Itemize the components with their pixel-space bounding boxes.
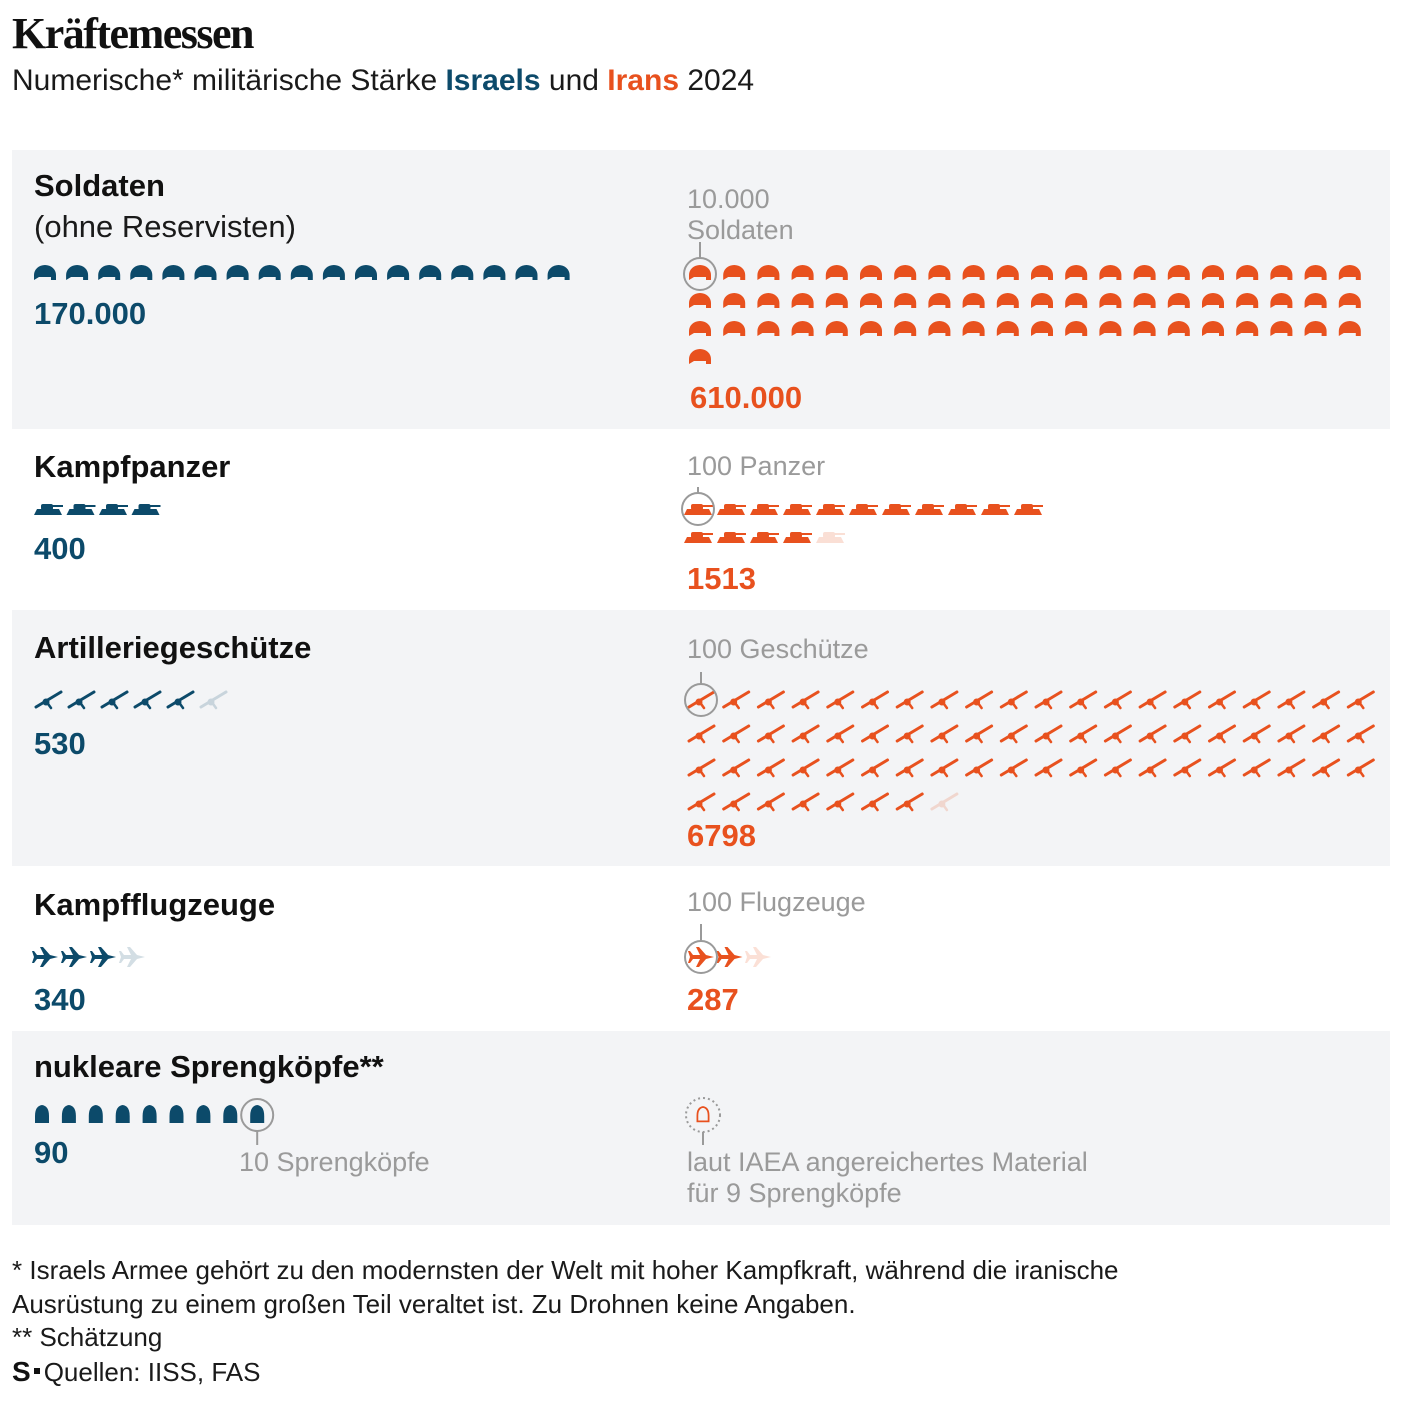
israel-value-nukes: 90 [34, 1135, 69, 1170]
israel-nukes-warhead-icon [35, 1105, 49, 1123]
iran-artillery-artillery-icon [689, 760, 714, 776]
iran-soldiers-helmet-icon [997, 321, 1019, 336]
iran-artillery-artillery-icon [793, 760, 818, 776]
iran-soldiers-helmet-icon [723, 321, 745, 336]
iran-artillery-artillery-icon [1244, 760, 1269, 776]
iran-artillery-artillery-icon [724, 692, 749, 708]
iran-artillery-artillery-icon [897, 760, 922, 776]
iran-artillery-artillery-icon [932, 692, 957, 708]
unit-label-line: 100 Geschütze [687, 634, 869, 664]
iran-artillery-artillery-icon [724, 760, 749, 776]
israel-artillery-artillery-icon [135, 692, 160, 708]
unit-label-line: 10 Sprengköpfe [239, 1147, 430, 1177]
subtitle-mid: und [540, 64, 608, 97]
israel-artillery-artillery-icon [36, 692, 61, 708]
israel-aircraft-jet-icon [119, 947, 145, 967]
iran-artillery-artillery-icon [689, 692, 714, 708]
iran-soldiers-helmet-icon [928, 265, 950, 280]
iran-soldiers-helmet-icon [1168, 293, 1190, 308]
iran-soldiers-helmet-icon [1134, 321, 1156, 336]
israel-aircraft-jet-icon [32, 947, 58, 967]
israel-value-artillery: 530 [34, 726, 86, 761]
israel-aircraft-jet-icon [61, 947, 87, 967]
israel-tanks-tank-icon [67, 504, 96, 515]
iran-soldiers-helmet-icon [997, 265, 1019, 280]
unit-label-line: 100 Flugzeuge [687, 887, 866, 917]
icon-marks-artillery [12, 610, 1390, 866]
israel-soldiers-helmet-icon [259, 265, 281, 280]
iran-soldiers-helmet-icon [1168, 265, 1190, 280]
iran-soldiers-helmet-icon [757, 321, 779, 336]
israel-soldiers-helmet-icon [195, 265, 217, 280]
iran-artillery-artillery-icon [1244, 692, 1269, 708]
iran-artillery-artillery-icon [1314, 692, 1339, 708]
israel-tanks-tank-icon [34, 504, 63, 515]
iran-tanks-tank-icon [981, 504, 1010, 515]
iran-artillery-artillery-icon [758, 794, 783, 810]
iran-soldiers-helmet-icon [689, 349, 711, 364]
iran-tanks-tank-icon [816, 504, 845, 515]
israel-tanks-tank-icon [132, 504, 161, 515]
iran-soldiers-helmet-icon [1168, 321, 1190, 336]
iran-artillery-artillery-icon [1140, 692, 1165, 708]
iran-tanks-tank-icon [684, 532, 713, 543]
israel-artillery-artillery-icon [69, 692, 94, 708]
iran-artillery-artillery-icon [1001, 692, 1026, 708]
iran-tanks-tank-icon [849, 504, 878, 515]
iran-artillery-artillery-icon [724, 726, 749, 742]
iran-value-tanks: 1513 [687, 561, 756, 596]
iran-soldiers-helmet-icon [860, 321, 882, 336]
israel-soldiers-helmet-icon [355, 265, 377, 280]
iran-artillery-artillery-icon [1244, 726, 1269, 742]
category-label-tanks: Kampfpanzer [34, 449, 231, 484]
iran-artillery-artillery-icon [967, 726, 992, 742]
iran-tanks-tank-icon [717, 532, 746, 543]
iran-soldiers-helmet-icon [1031, 321, 1053, 336]
iran-artillery-artillery-icon [1071, 726, 1096, 742]
israel-aircraft-jet-icon [90, 947, 116, 967]
iran-soldiers-helmet-icon [963, 265, 985, 280]
unit-label-line: 100 Panzer [687, 451, 826, 481]
iran-soldiers-helmet-icon [1031, 293, 1053, 308]
israel-soldiers-helmet-icon [227, 265, 249, 280]
iran-soldiers-helmet-icon [1202, 321, 1224, 336]
iran-artillery-artillery-icon [932, 760, 957, 776]
iran-artillery-artillery-icon [793, 692, 818, 708]
israel-artillery-artillery-icon [201, 692, 226, 708]
legend-iran: Irans [607, 64, 680, 97]
israel-value-soldiers: 170.000 [34, 296, 147, 331]
iran-artillery-artillery-icon [1279, 726, 1304, 742]
iran-soldiers-helmet-icon [894, 321, 916, 336]
panel-nukes [12, 1031, 1390, 1225]
iran-soldiers-helmet-icon [1236, 293, 1258, 308]
iran-artillery-artillery-icon [1001, 726, 1026, 742]
iran-artillery-artillery-icon [724, 794, 749, 810]
legend-israel: Israels [445, 64, 541, 97]
iran-value-artillery: 6798 [687, 818, 756, 853]
iran-soldiers-helmet-icon [757, 293, 779, 308]
iran-soldiers-helmet-icon [1339, 321, 1361, 336]
israel-soldiers-helmet-icon [387, 265, 409, 280]
israel-nukes-warhead-icon [116, 1105, 130, 1123]
iran-artillery-artillery-icon [1348, 726, 1373, 742]
israel-value-tanks: 400 [34, 531, 86, 566]
israel-nukes-warhead-icon [250, 1105, 264, 1123]
iran-warhead-outline-icon [697, 1107, 708, 1121]
iran-artillery-artillery-icon [1348, 692, 1373, 708]
iran-note-line: für 9 Sprengköpfe [687, 1178, 902, 1208]
iran-artillery-artillery-icon [967, 692, 992, 708]
iran-soldiers-helmet-icon [792, 293, 814, 308]
iran-artillery-artillery-icon [1105, 726, 1130, 742]
iran-soldiers-helmet-icon [1305, 321, 1327, 336]
iran-artillery-artillery-icon [897, 692, 922, 708]
iran-value-soldiers: 610.000 [690, 380, 803, 415]
iran-artillery-artillery-icon [1210, 692, 1235, 708]
category-label-artillery: Artilleriegeschütze [34, 630, 312, 665]
iran-soldiers-helmet-icon [928, 293, 950, 308]
iran-tanks-tank-icon [750, 532, 779, 543]
iran-soldiers-helmet-icon [1202, 265, 1224, 280]
iran-artillery-artillery-icon [1105, 760, 1130, 776]
israel-soldiers-helmet-icon [483, 265, 505, 280]
iran-tanks-tank-icon [717, 504, 746, 515]
iran-artillery-artillery-icon [863, 692, 888, 708]
unit-label-line: 10.000 [687, 184, 770, 214]
israel-nukes-warhead-icon [223, 1105, 237, 1123]
iran-artillery-artillery-icon [967, 760, 992, 776]
iran-soldiers-helmet-icon [1339, 265, 1361, 280]
subtitle-prefix: Numerische* militärische Stärke [12, 64, 446, 97]
iran-artillery-artillery-icon [897, 726, 922, 742]
iran-artillery-artillery-icon [932, 726, 957, 742]
iran-artillery-artillery-icon [1210, 760, 1235, 776]
iran-artillery-artillery-icon [828, 760, 853, 776]
iran-artillery-artillery-icon [828, 794, 853, 810]
iran-artillery-artillery-icon [863, 760, 888, 776]
iran-artillery-artillery-icon [1175, 726, 1200, 742]
israel-soldiers-helmet-icon [419, 265, 441, 280]
iran-artillery-artillery-icon [1175, 692, 1200, 708]
iran-note-line: laut IAEA angereichertes Material [687, 1147, 1088, 1177]
iran-soldiers-helmet-icon [1236, 265, 1258, 280]
iran-soldiers-helmet-icon [1031, 265, 1053, 280]
iran-soldiers-helmet-icon [792, 265, 814, 280]
iran-artillery-artillery-icon [1140, 760, 1165, 776]
iran-artillery-artillery-icon [758, 726, 783, 742]
israel-nukes-warhead-icon [196, 1105, 210, 1123]
iran-soldiers-helmet-icon [1236, 321, 1258, 336]
israel-nukes-warhead-icon [89, 1105, 103, 1123]
category-label-nukes: nukleare Sprengköpfe** [34, 1049, 384, 1084]
iran-soldiers-helmet-icon [1134, 293, 1156, 308]
iran-tanks-tank-icon [684, 504, 713, 515]
iran-artillery-artillery-icon [758, 692, 783, 708]
iran-aircraft-jet-icon [688, 947, 714, 967]
iran-soldiers-helmet-icon [894, 293, 916, 308]
footnote-3: ** Schätzung [12, 1322, 163, 1352]
iran-artillery-artillery-icon [932, 794, 957, 810]
iran-artillery-artillery-icon [1279, 692, 1304, 708]
israel-soldiers-helmet-icon [323, 265, 345, 280]
iran-soldiers-helmet-icon [1099, 265, 1121, 280]
publisher-logo: S [12, 1356, 31, 1387]
israel-soldiers-helmet-icon [548, 265, 570, 280]
iran-soldiers-helmet-icon [1339, 293, 1361, 308]
iran-soldiers-helmet-icon [1065, 321, 1087, 336]
iran-soldiers-helmet-icon [894, 265, 916, 280]
category-sublabel-soldiers: (ohne Reservisten) [34, 209, 296, 244]
icon-marks-soldiers [12, 150, 1390, 429]
panel-aircraft [12, 866, 1390, 1031]
panel-artillery [12, 610, 1390, 866]
category-label-aircraft: Kampfflugzeuge [34, 887, 276, 922]
iran-soldiers-helmet-icon [963, 293, 985, 308]
iran-note-marker [686, 1098, 720, 1132]
iran-soldiers-helmet-icon [689, 293, 711, 308]
iran-soldiers-helmet-icon [928, 321, 950, 336]
israel-artillery-artillery-icon [168, 692, 193, 708]
iran-artillery-artillery-icon [1001, 760, 1026, 776]
iran-soldiers-helmet-icon [826, 265, 848, 280]
iran-artillery-artillery-icon [1175, 760, 1200, 776]
iran-artillery-artillery-icon [1140, 726, 1165, 742]
israel-soldiers-helmet-icon [98, 265, 120, 280]
iran-tanks-tank-icon [750, 504, 779, 515]
iran-soldiers-helmet-icon [826, 293, 848, 308]
iran-soldiers-helmet-icon [792, 321, 814, 336]
iran-soldiers-helmet-icon [1065, 265, 1087, 280]
israel-value-aircraft: 340 [34, 982, 86, 1017]
iran-soldiers-helmet-icon [689, 265, 711, 280]
iran-artillery-artillery-icon [1314, 760, 1339, 776]
iran-artillery-artillery-icon [1036, 692, 1061, 708]
iran-soldiers-helmet-icon [860, 265, 882, 280]
iran-soldiers-helmet-icon [1270, 265, 1292, 280]
iran-artillery-artillery-icon [897, 794, 922, 810]
iran-artillery-artillery-icon [1071, 760, 1096, 776]
israel-soldiers-helmet-icon [66, 265, 88, 280]
iran-artillery-artillery-icon [1348, 760, 1373, 776]
iran-artillery-artillery-icon [1210, 726, 1235, 742]
iran-tanks-tank-icon [1014, 504, 1043, 515]
footnote-1: * Israels Armee gehört zu den modernsten der Welt mit hoher Kampfkraft, während die iranische [12, 1255, 1119, 1285]
israel-soldiers-helmet-icon [34, 265, 56, 280]
iran-artillery-artillery-icon [1314, 726, 1339, 742]
israel-nukes-warhead-icon [62, 1105, 76, 1123]
unit-label-line: Soldaten [687, 215, 794, 245]
icon-marks-nukes [12, 1031, 1390, 1225]
chart-title: Kräftemessen [12, 9, 254, 58]
iran-artillery-artillery-icon [1071, 692, 1096, 708]
iran-aircraft-jet-icon [717, 947, 743, 967]
iran-soldiers-helmet-icon [1134, 265, 1156, 280]
iran-soldiers-helmet-icon [1099, 293, 1121, 308]
iran-soldiers-helmet-icon [1065, 293, 1087, 308]
iran-artillery-artillery-icon [828, 726, 853, 742]
iran-soldiers-helmet-icon [826, 321, 848, 336]
icon-marks-aircraft [12, 866, 1390, 1031]
iran-tanks-tank-icon [948, 504, 977, 515]
israel-artillery-artillery-icon [102, 692, 127, 708]
israel-nukes-warhead-icon [143, 1105, 157, 1123]
israel-soldiers-helmet-icon [291, 265, 313, 280]
israel-soldiers-helmet-icon [516, 265, 538, 280]
iran-tanks-tank-icon [882, 504, 911, 515]
iran-soldiers-helmet-icon [723, 293, 745, 308]
iran-soldiers-helmet-icon [1305, 265, 1327, 280]
iran-soldiers-helmet-icon [1099, 321, 1121, 336]
iran-tanks-tank-icon [816, 532, 845, 543]
iran-soldiers-helmet-icon [963, 321, 985, 336]
israel-soldiers-helmet-icon [162, 265, 184, 280]
iran-soldiers-helmet-icon [1305, 293, 1327, 308]
iran-tanks-tank-icon [783, 504, 812, 515]
iran-artillery-artillery-icon [689, 726, 714, 742]
iran-artillery-artillery-icon [758, 760, 783, 776]
panel-soldiers [12, 150, 1390, 429]
chart-subtitle [12, 64, 754, 98]
israel-soldiers-helmet-icon [130, 265, 152, 280]
iran-value-aircraft: 287 [687, 982, 739, 1017]
iran-artillery-artillery-icon [689, 794, 714, 810]
israel-tanks-tank-icon [99, 504, 128, 515]
category-label-soldiers: Soldaten [34, 168, 165, 203]
iran-soldiers-helmet-icon [1270, 321, 1292, 336]
iran-soldiers-helmet-icon [689, 321, 711, 336]
iran-artillery-artillery-icon [1105, 692, 1130, 708]
logo-dot-icon [34, 1368, 40, 1374]
iran-soldiers-helmet-icon [860, 293, 882, 308]
iran-soldiers-helmet-icon [1270, 293, 1292, 308]
subtitle-year: 2024 [679, 64, 755, 97]
iran-artillery-artillery-icon [863, 794, 888, 810]
iran-artillery-artillery-icon [1279, 760, 1304, 776]
iran-tanks-tank-icon [783, 532, 812, 543]
iran-artillery-artillery-icon [1036, 760, 1061, 776]
iran-aircraft-jet-icon [745, 947, 771, 967]
iran-artillery-artillery-icon [793, 794, 818, 810]
iran-soldiers-helmet-icon [1202, 293, 1224, 308]
iran-artillery-artillery-icon [793, 726, 818, 742]
source-text: Quellen: IISS, FAS [43, 1357, 261, 1387]
iran-tanks-tank-icon [915, 504, 944, 515]
panel-tanks [12, 429, 1390, 610]
source-line [12, 1356, 260, 1388]
footnote-2: Ausrüstung zu einem großen Teil veraltet ist. Zu Drohnen keine Angaben. [12, 1289, 856, 1319]
iran-soldiers-helmet-icon [997, 293, 1019, 308]
iran-artillery-artillery-icon [863, 726, 888, 742]
iran-artillery-artillery-icon [828, 692, 853, 708]
israel-nukes-warhead-icon [170, 1105, 184, 1123]
icon-marks-tanks [12, 429, 1390, 610]
iran-artillery-artillery-icon [1036, 726, 1061, 742]
israel-soldiers-helmet-icon [451, 265, 473, 280]
iran-soldiers-helmet-icon [757, 265, 779, 280]
iran-soldiers-helmet-icon [723, 265, 745, 280]
